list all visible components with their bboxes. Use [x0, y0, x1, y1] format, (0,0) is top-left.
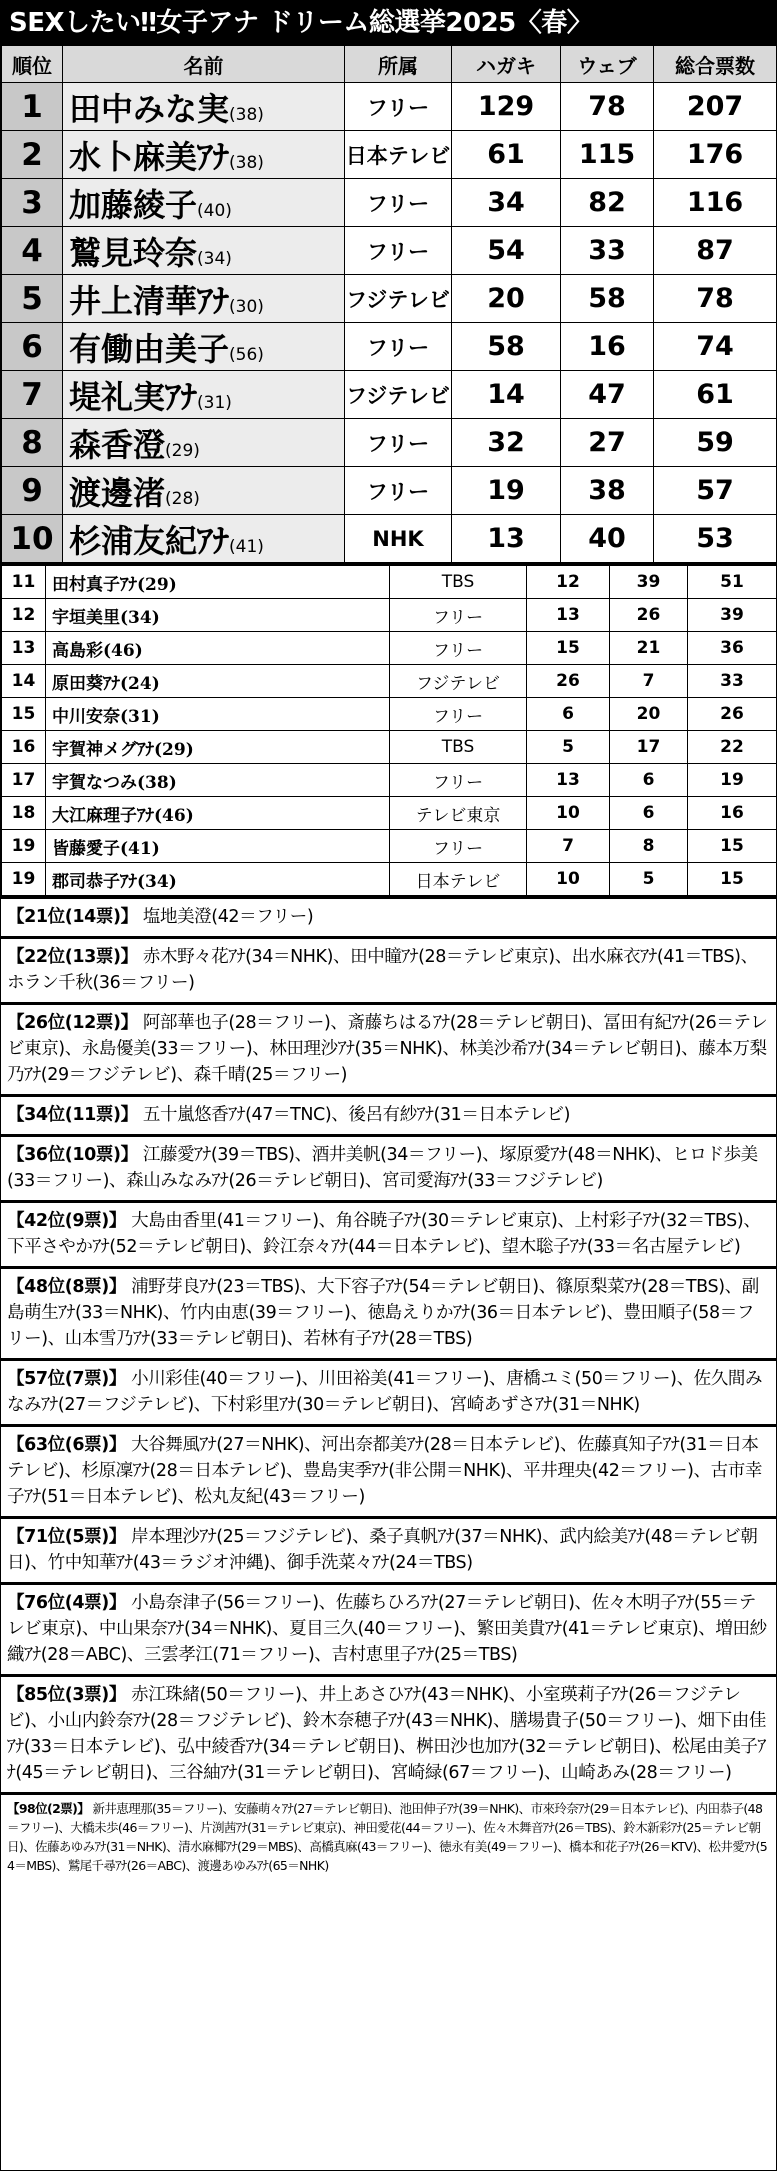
name-cell — [63, 515, 345, 563]
name-cell — [63, 467, 345, 515]
vote-group-names: 江藤愛ｱﾅ(39＝TBS)、酒井美帆(34＝フリー)、塚原愛ｱﾅ(48＝NHK)、ヒロド歩美(33＝フリー)、森山みなみｱﾅ(26＝テレビ朝日)、宮司愛海ｱﾅ(33＝フジテレビ) — [7, 1145, 758, 1191]
name-cell — [63, 371, 345, 419]
vote-group-label: 【36位(10票)】 — [7, 1145, 138, 1165]
total-votes-cell: 207 — [654, 83, 777, 131]
announcer-age: (41) — [120, 838, 160, 859]
vote-group — [1, 1002, 776, 1094]
vote-group — [1, 1200, 776, 1266]
vote-group-label: 【85位(3票)】 — [7, 1685, 126, 1705]
web-votes-cell: 6 — [610, 764, 688, 797]
announcer-name: 宇賀神メグｱﾅ — [52, 739, 154, 760]
announcer-age: (38) — [229, 152, 264, 173]
vote-group-label: 【63位(6票)】 — [7, 1435, 126, 1455]
top-ranking-table — [1, 45, 777, 563]
announcer-name: 田村真子ｱﾅ — [52, 574, 137, 595]
web-votes-cell: 33 — [561, 227, 654, 275]
page-title: SEXしたい‼女子アナ ドリーム総選挙2025〈春〉 — [1, 1, 776, 45]
name-cell — [46, 665, 390, 698]
postcard-votes-cell: 20 — [452, 275, 561, 323]
name-cell — [63, 179, 345, 227]
total-votes-cell: 53 — [654, 515, 777, 563]
vote-group — [1, 1358, 776, 1424]
web-votes-cell: 38 — [561, 467, 654, 515]
rank-cell: 18 — [2, 797, 46, 830]
name-cell — [63, 419, 345, 467]
affiliation-cell: テレビ東京 — [390, 797, 527, 830]
affiliation-cell: TBS — [390, 565, 527, 599]
rank-cell: 3 — [2, 179, 63, 227]
table-row — [2, 275, 777, 323]
total-votes-cell: 33 — [688, 665, 777, 698]
postcard-votes-cell: 61 — [452, 131, 561, 179]
announcer-age: (34) — [120, 607, 160, 628]
web-votes-cell: 78 — [561, 83, 654, 131]
vote-group-names: 新井恵理那(35＝フリー)、安藤萌々ｱﾅ(27＝テレビ朝日)、池田伸子ｱﾅ(39＝NHK)、市來玲奈ｱﾅ(29＝日本テレビ)、内田恭子(48＝フリー)、大橋未歩(46＝フリー)、片渕茜ｱﾅ(31＝テレビ東京)、神田愛花(44＝フリー)、佐々木舞音ｱﾅ(26＝TBS)、鈴木新彩ｱﾅ(25＝テレビ朝日)、佐藤あゆみｱﾅ(31＝NHK)、清水麻椰ｱﾅ(29＝MBS)、高橋真麻(43＝フリー)、徳永有美(49＝フリー)、橋本和花子ｱﾅ(26＝KTV)、松井愛ｱﾅ(54＝MBS)、鷲尾千尋ｱﾅ(26＝ABC)、渡邊あゆみｱﾅ(65＝NHK) — [7, 1801, 768, 1873]
vote-group-names: 赤江珠緒(50＝フリー)、井上あさひｱﾅ(43＝NHK)、小室瑛莉子ｱﾅ(26＝フジテレビ)、小山内鈴奈ｱﾅ(28＝フジテレビ)、鈴木奈穂子ｱﾅ(43＝NHK)、膳場貴子(50＝フリー)、畑下由佳ｱﾅ(33＝日本テレビ)、弘中綾香ｱﾅ(34＝テレビ朝日)、桝田沙也加ｱﾅ(32＝テレビ朝日)、松尾由美子ｱﾅ(45＝テレビ朝日)、三谷紬ｱﾅ(31＝テレビ朝日)、宮崎緑(67＝フリー)、山崎あみ(28＝フリー) — [7, 1685, 766, 1783]
name-cell — [46, 698, 390, 731]
vote-group — [1, 1674, 776, 1792]
announcer-name: 中川安奈 — [52, 706, 120, 727]
affiliation-cell: 日本テレビ — [390, 863, 527, 896]
announcer-age: (56) — [229, 344, 264, 365]
vote-group — [1, 1516, 776, 1582]
name-cell — [46, 565, 390, 599]
vote-group-names: 赤木野々花ｱﾅ(34＝NHK)、田中瞳ｱﾅ(28＝テレビ東京)、出水麻衣ｱﾅ(41＝TBS)、ホラン千秋(36＝フリー) — [7, 947, 758, 993]
vote-group — [1, 1424, 776, 1516]
name-cell — [46, 764, 390, 797]
table-header-row — [2, 46, 777, 83]
vote-group-names: 塩地美澄(42＝フリー) — [142, 907, 314, 927]
announcer-age: (34) — [137, 871, 177, 892]
web-votes-cell: 40 — [561, 515, 654, 563]
rank-cell: 11 — [2, 565, 46, 599]
total-votes-cell: 78 — [654, 275, 777, 323]
announcer-name: 宇垣美里 — [52, 607, 120, 628]
vote-group-names: 岸本理沙ｱﾅ(25＝フジテレビ)、桑子真帆ｱﾅ(37＝NHK)、武内絵美ｱﾅ(48＝テレビ朝日)、竹中知華ｱﾅ(43＝ラジオ沖縄)、御手洗菜々ｱﾅ(24＝TBS) — [7, 1527, 758, 1573]
total-votes-cell: 87 — [654, 227, 777, 275]
web-votes-cell: 115 — [561, 131, 654, 179]
vote-group — [1, 1266, 776, 1358]
postcard-votes-cell: 54 — [452, 227, 561, 275]
vote-group-label: 【21位(14票)】 — [7, 907, 138, 927]
announcer-age: (38) — [137, 772, 177, 793]
other-votes — [1, 896, 776, 1881]
table-row — [2, 323, 777, 371]
announcer-name: 水卜麻美ｱﾅ — [69, 137, 230, 176]
announcer-name: 田中みな実 — [69, 89, 230, 128]
affiliation-cell: フリー — [345, 227, 452, 275]
total-votes-cell: 26 — [688, 698, 777, 731]
announcer-name: 皆藤愛子 — [52, 838, 120, 859]
postcard-votes-cell: 129 — [452, 83, 561, 131]
vote-group-label: 【26位(12票)】 — [7, 1013, 138, 1033]
name-cell — [46, 797, 390, 830]
header-postcard: ハガキ — [452, 46, 561, 83]
announcer-name: 杉浦友紀ｱﾅ — [69, 521, 230, 560]
affiliation-cell: 日本テレビ — [345, 131, 452, 179]
vote-group — [1, 936, 776, 1002]
table-row — [2, 665, 777, 698]
affiliation-cell: フリー — [390, 698, 527, 731]
vote-group-names: 五十嵐悠香ｱﾅ(47＝TNC)、後呂有紗ｱﾅ(31＝日本テレビ) — [142, 1105, 571, 1125]
table-row — [2, 371, 777, 419]
vote-group-names: 大島由香里(41＝フリー)、角谷暁子ｱﾅ(30＝テレビ東京)、上村彩子ｱﾅ(32＝TBS)、下平さやかｱﾅ(52＝テレビ朝日)、鈴江奈々ｱﾅ(44＝日本テレビ)、望木聡子ｱﾅ(33＝名古屋テレビ) — [7, 1211, 761, 1257]
rank-cell: 15 — [2, 698, 46, 731]
announcer-age: (46) — [154, 805, 194, 826]
web-votes-cell: 21 — [610, 632, 688, 665]
web-votes-cell: 58 — [561, 275, 654, 323]
total-votes-cell: 74 — [654, 323, 777, 371]
header-name: 名前 — [63, 46, 345, 83]
lower-ranking-table — [1, 563, 777, 896]
vote-group-names: 小島奈津子(56＝フリー)、佐藤ちひろｱﾅ(27＝テレビ朝日)、佐々木明子ｱﾅ(55＝テレビ東京)、中山果奈ｱﾅ(34＝NHK)、夏目三久(40＝フリー)、繁田美貴ｱﾅ(41＝テレビ東京)、増田紗織ｱﾅ(28＝ABC)、三雲孝江(71＝フリー)、吉村恵里子ｱﾅ(25＝TBS) — [7, 1593, 767, 1665]
announcer-name: 高島彩 — [52, 640, 103, 661]
vote-group-label: 【76位(4票)】 — [7, 1593, 126, 1613]
rank-cell: 2 — [2, 131, 63, 179]
table-row — [2, 599, 777, 632]
affiliation-cell: NHK — [345, 515, 452, 563]
vote-group-names: 大谷舞風ｱﾅ(27＝NHK)、河出奈都美ｱﾅ(28＝日本テレビ)、佐藤真知子ｱﾅ(31＝日本テレビ)、杉原凜ｱﾅ(28＝日本テレビ)、豊島実季ｱﾅ(非公開＝NHK)、平井理央(42＝フリー)、古市幸子ｱﾅ(51＝日本テレビ)、松丸友紀(43＝フリー) — [7, 1435, 762, 1507]
postcard-votes-cell: 14 — [452, 371, 561, 419]
total-votes-cell: 19 — [688, 764, 777, 797]
announcer-age: (29) — [165, 440, 200, 461]
header-affiliation: 所属 — [345, 46, 452, 83]
postcard-votes-cell: 12 — [527, 565, 610, 599]
vote-group — [1, 896, 776, 936]
total-votes-cell: 39 — [688, 599, 777, 632]
rank-cell: 19 — [2, 863, 46, 896]
affiliation-cell: TBS — [390, 731, 527, 764]
vote-group-names: 阿部華也子(28＝フリー)、斎藤ちはるｱﾅ(28＝テレビ朝日)、冨田有紀ｱﾅ(26＝テレビ東京)、永島優美(33＝フリー)、林田理沙ｱﾅ(35＝NHK)、林美沙希ｱﾅ(34＝テレビ朝日)、藤本万梨乃ｱﾅ(29＝フジテレビ)、森千晴(25＝フリー) — [7, 1013, 768, 1085]
announcer-name: 渡邊渚 — [69, 473, 166, 512]
vote-group-label: 【57位(7票)】 — [7, 1369, 126, 1389]
table-row — [2, 467, 777, 515]
name-cell — [46, 731, 390, 764]
vote-group-names: 小川彩佳(40＝フリー)、川田裕美(41＝フリー)、唐橋ユミ(50＝フリー)、佐久間みなみｱﾅ(27＝フジテレビ)、下村彩里ｱﾅ(30＝テレビ朝日)、宮崎あずさｱﾅ(31＝NHK) — [7, 1369, 763, 1415]
rank-cell: 4 — [2, 227, 63, 275]
name-cell — [63, 131, 345, 179]
postcard-votes-cell: 13 — [527, 764, 610, 797]
affiliation-cell: フリー — [390, 830, 527, 863]
name-cell — [63, 323, 345, 371]
postcard-votes-cell: 13 — [452, 515, 561, 563]
table-row — [2, 419, 777, 467]
web-votes-cell: 16 — [561, 323, 654, 371]
affiliation-cell: フリー — [345, 467, 452, 515]
name-cell — [46, 830, 390, 863]
vote-group-label: 【48位(8票)】 — [7, 1277, 126, 1297]
postcard-votes-cell: 15 — [527, 632, 610, 665]
total-votes-cell: 59 — [654, 419, 777, 467]
affiliation-cell: フジテレビ — [345, 275, 452, 323]
total-votes-cell: 22 — [688, 731, 777, 764]
announcer-name: 原田葵ｱﾅ — [52, 673, 120, 694]
web-votes-cell: 7 — [610, 665, 688, 698]
announcer-name: 有働由美子 — [69, 329, 230, 368]
rank-cell: 1 — [2, 83, 63, 131]
table-row — [2, 698, 777, 731]
total-votes-cell: 51 — [688, 565, 777, 599]
postcard-votes-cell: 13 — [527, 599, 610, 632]
postcard-votes-cell: 7 — [527, 830, 610, 863]
table-row — [2, 179, 777, 227]
total-votes-cell: 176 — [654, 131, 777, 179]
total-votes-cell: 16 — [688, 797, 777, 830]
announcer-name: 井上清華ｱﾅ — [69, 281, 230, 320]
rank-cell: 13 — [2, 632, 46, 665]
announcer-name: 宇賀なつみ — [52, 772, 137, 793]
header-rank: 順位 — [2, 46, 63, 83]
vote-group-label: 【22位(13票)】 — [7, 947, 138, 967]
announcer-age: (29) — [154, 739, 194, 760]
affiliation-cell: フリー — [390, 632, 527, 665]
name-cell — [63, 227, 345, 275]
postcard-votes-cell: 32 — [452, 419, 561, 467]
postcard-votes-cell: 26 — [527, 665, 610, 698]
table-row — [2, 797, 777, 830]
affiliation-cell: フリー — [345, 419, 452, 467]
announcer-name: 堤礼実ｱﾅ — [69, 377, 198, 416]
rank-cell: 5 — [2, 275, 63, 323]
header-web: ウェブ — [561, 46, 654, 83]
web-votes-cell: 47 — [561, 371, 654, 419]
rank-cell: 10 — [2, 515, 63, 563]
vote-group-label: 【71位(5票)】 — [7, 1527, 126, 1547]
postcard-votes-cell: 5 — [527, 731, 610, 764]
total-votes-cell: 15 — [688, 863, 777, 896]
announcer-name: 大江麻理子ｱﾅ — [52, 805, 154, 826]
postcard-votes-cell: 34 — [452, 179, 561, 227]
table-row — [2, 863, 777, 896]
name-cell — [46, 863, 390, 896]
web-votes-cell: 8 — [610, 830, 688, 863]
vote-group — [1, 1792, 776, 1881]
announcer-age: (31) — [120, 706, 160, 727]
rank-cell: 16 — [2, 731, 46, 764]
web-votes-cell: 39 — [610, 565, 688, 599]
rank-cell: 7 — [2, 371, 63, 419]
web-votes-cell: 20 — [610, 698, 688, 731]
table-row — [2, 565, 777, 599]
table-row — [2, 764, 777, 797]
table-row — [2, 131, 777, 179]
table-row — [2, 731, 777, 764]
affiliation-cell: フリー — [390, 599, 527, 632]
vote-group-label: 【34位(11票)】 — [7, 1105, 138, 1125]
rank-cell: 9 — [2, 467, 63, 515]
name-cell — [63, 83, 345, 131]
postcard-votes-cell: 10 — [527, 797, 610, 830]
affiliation-cell: フリー — [390, 764, 527, 797]
affiliation-cell: フジテレビ — [345, 371, 452, 419]
table-row — [2, 227, 777, 275]
vote-group-label: 【98位(2票)】 — [7, 1801, 90, 1816]
rank-cell: 19 — [2, 830, 46, 863]
vote-group-label: 【42位(9票)】 — [7, 1211, 126, 1231]
vote-group — [1, 1094, 776, 1134]
table-row — [2, 515, 777, 563]
affiliation-cell: フジテレビ — [390, 665, 527, 698]
web-votes-cell: 17 — [610, 731, 688, 764]
announcer-name: 郡司恭子ｱﾅ — [52, 871, 137, 892]
total-votes-cell: 61 — [654, 371, 777, 419]
announcer-age: (28) — [165, 488, 200, 509]
postcard-votes-cell: 58 — [452, 323, 561, 371]
announcer-age: (30) — [229, 296, 264, 317]
rank-cell: 14 — [2, 665, 46, 698]
total-votes-cell: 57 — [654, 467, 777, 515]
name-cell — [63, 275, 345, 323]
announcer-age: (46) — [103, 640, 143, 661]
web-votes-cell: 6 — [610, 797, 688, 830]
total-votes-cell: 116 — [654, 179, 777, 227]
web-votes-cell: 82 — [561, 179, 654, 227]
vote-group — [1, 1134, 776, 1200]
announcer-name: 鷲見玲奈 — [69, 233, 198, 272]
announcer-age: (40) — [197, 200, 232, 221]
total-votes-cell: 15 — [688, 830, 777, 863]
table-row — [2, 632, 777, 665]
rank-cell: 17 — [2, 764, 46, 797]
postcard-votes-cell: 10 — [527, 863, 610, 896]
postcard-votes-cell: 19 — [452, 467, 561, 515]
announcer-age: (24) — [120, 673, 160, 694]
rank-cell: 6 — [2, 323, 63, 371]
announcer-age: (38) — [229, 104, 264, 125]
affiliation-cell: フリー — [345, 323, 452, 371]
table-row — [2, 83, 777, 131]
total-votes-cell: 36 — [688, 632, 777, 665]
vote-group — [1, 1582, 776, 1674]
vote-group-names: 浦野芽良ｱﾅ(23＝TBS)、大下容子ｱﾅ(54＝テレビ朝日)、篠原梨菜ｱﾅ(28＝TBS)、副島萌生ｱﾅ(33＝NHK)、竹内由恵(39＝フリー)、徳島えりかｱﾅ(36＝日本テレビ)、豊田順子(58＝フリー)、山本雪乃ｱﾅ(33＝テレビ朝日)、若林有子ｱﾅ(28＝TBS) — [7, 1277, 759, 1349]
postcard-votes-cell: 6 — [527, 698, 610, 731]
announcer-name: 加藤綾子 — [69, 185, 198, 224]
affiliation-cell: フリー — [345, 179, 452, 227]
rank-cell: 12 — [2, 599, 46, 632]
header-total: 総合票数 — [654, 46, 777, 83]
announcer-age: (41) — [229, 536, 264, 557]
web-votes-cell: 27 — [561, 419, 654, 467]
web-votes-cell: 26 — [610, 599, 688, 632]
announcer-name: 森香澄 — [69, 425, 166, 464]
web-votes-cell: 5 — [610, 863, 688, 896]
rank-cell: 8 — [2, 419, 63, 467]
name-cell — [46, 632, 390, 665]
name-cell — [46, 599, 390, 632]
announcer-age: (34) — [197, 248, 232, 269]
announcer-age: (29) — [137, 574, 177, 595]
table-row — [2, 830, 777, 863]
affiliation-cell: フリー — [345, 83, 452, 131]
announcer-age: (31) — [197, 392, 232, 413]
